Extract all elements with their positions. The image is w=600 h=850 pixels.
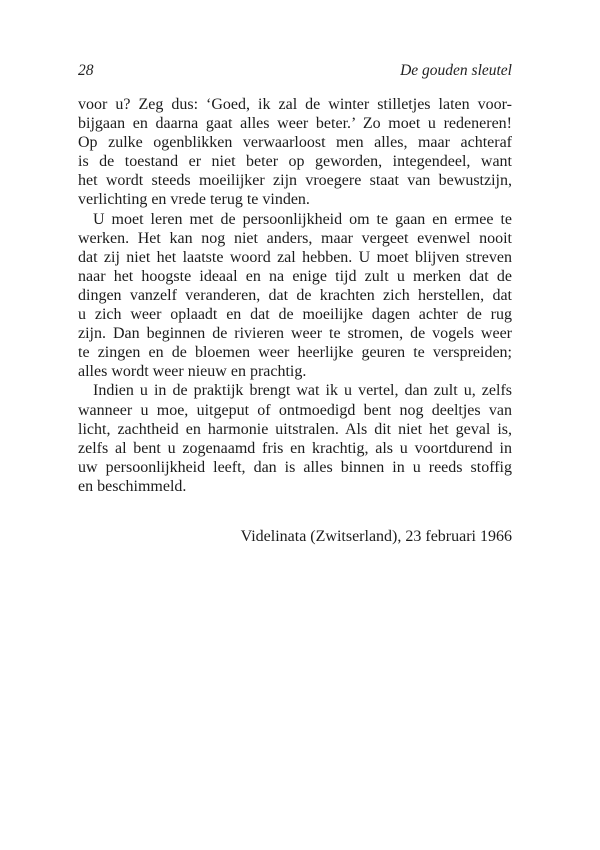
text-line: uw persoonlijkheid leeft, dan is alles binnen in u reeds stoffig	[78, 458, 512, 476]
text-line: is de toestand er niet beter op geworden, integendeel, want	[78, 153, 512, 171]
text-line: naar het hoogste ideaal en na enige tijd zult u merken dat de	[78, 267, 512, 285]
text-line: en beschimmeld.	[78, 477, 187, 495]
paragraph	[78, 95, 512, 210]
paragraph	[78, 381, 512, 496]
running-title: De gouden sleutel	[400, 62, 512, 79]
text-line: Op zulke ogenblikken verwaarloost men alles, maar achteraf	[78, 134, 512, 152]
text-line: verlichting en vrede terug te vinden.	[78, 191, 310, 209]
text-line: alles wordt weer nieuw en prachtig.	[78, 363, 307, 381]
text-line: werken. Het kan nog niet anders, maar vergeet evenwel nooit	[78, 229, 512, 247]
page-content	[78, 62, 512, 546]
text-line: zijn. Dan beginnen de rivieren weer te stromen, de vogels weer	[78, 325, 512, 343]
paragraph	[78, 210, 512, 382]
text-line: U moet leren met de persoonlijkheid om te gaan en ermee te	[93, 210, 512, 228]
text-line: voor u? Zeg dus: ‘Goed, ik zal de winter stilletjes laten voor-	[78, 96, 512, 113]
dateline: Videlinata (Zwitserland), 23 februari 1966	[240, 527, 512, 545]
text-line: te zingen en de bloemen weer heerlijke geuren te verspreiden;	[78, 344, 512, 362]
text-line: dat zij niet het laatste woord zal hebben. U moet blijven streven	[78, 248, 512, 266]
text-line: licht, zachtheid en harmonie uitstralen. Als dit niet het geval is,	[78, 420, 512, 438]
text-line: zelfs al bent u zogenaamd fris en krachtig, als u voortdurend in	[78, 439, 512, 457]
text-line: wanneer u moe, uitgeput of ontmoedigd bent nog deeltjes van	[78, 401, 512, 419]
running-header	[78, 62, 512, 80]
body-text	[78, 95, 512, 496]
text-line: Indien u in de praktijk brengt wat ik u vertel, dan zult u, zelfs	[93, 382, 512, 400]
text-line: bijgaan en daarna gaat alles weer beter.’ Zo moet u redeneren!	[78, 115, 512, 133]
page-number: 28	[78, 62, 94, 79]
text-line: u zich weer oplaadt en dat de moeilijke dagen achter de rug	[78, 306, 512, 324]
text-line: het wordt steeds moeilijker zijn vroegere staat van bewustzijn,	[78, 172, 512, 190]
text-line: dingen vanzelf veranderen, dat de krachten zich herstellen, dat	[78, 286, 512, 304]
